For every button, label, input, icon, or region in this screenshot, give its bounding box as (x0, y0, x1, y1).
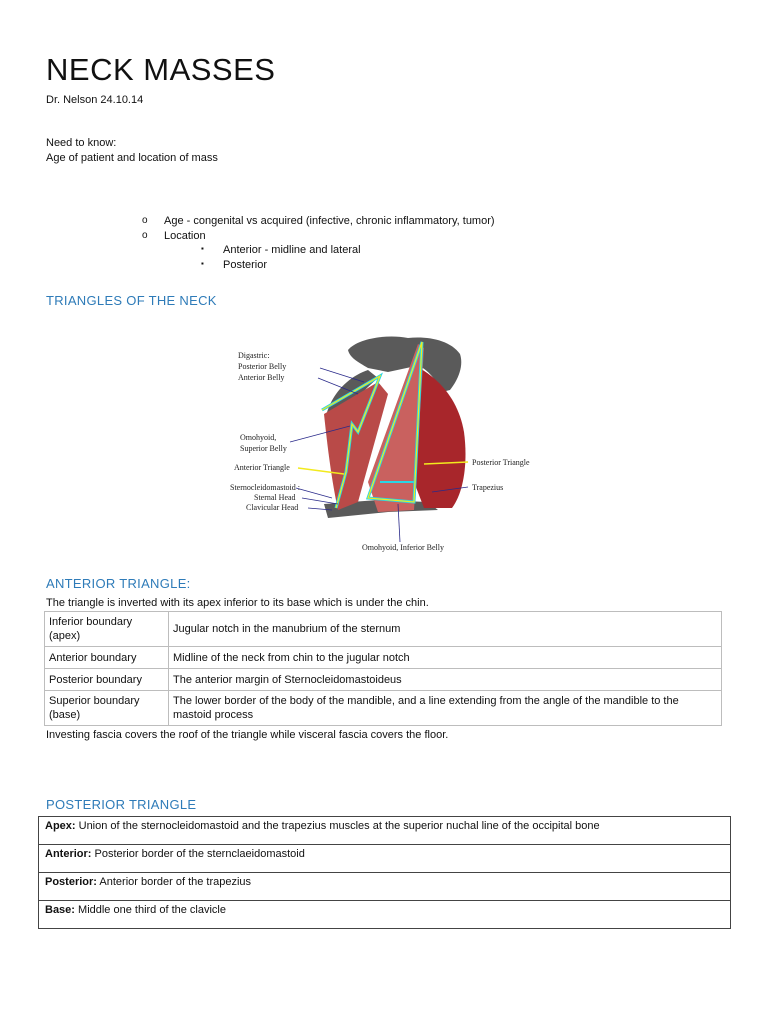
table-row (45, 669, 722, 691)
bullet-item-age: Age - congenital vs acquired (infective, chronic inflammatory, tumor) (164, 215, 495, 227)
need-to-know-block (46, 136, 218, 166)
page-title: NECK MASSES (46, 52, 276, 87)
boundary-description: Midline of the neck from chin to the jugular notch (169, 647, 722, 669)
boundary-description: The lower border of the body of the mandible, and a line extending from the angle of the mandible to the mastoid process (169, 691, 722, 726)
label-clavicular-head: Clavicular Head (246, 503, 299, 512)
row-value: Posterior border of the sternclaeidomastoid (91, 848, 305, 860)
label-posterior-triangle: Posterior Triangle (472, 458, 530, 467)
neck-triangles-figure (228, 332, 544, 558)
row-value: Anterior border of the trapezius (96, 876, 252, 888)
label-anterior-triangle: Anterior Triangle (234, 463, 290, 472)
need-to-know-text: Age of patient and location of mass (46, 152, 218, 164)
row-key: Posterior: (45, 876, 97, 888)
label-omohyoid: Omohyoid, (240, 433, 277, 442)
table-cell (39, 845, 731, 873)
bullet-item-location: Location (164, 230, 206, 242)
table-row (39, 873, 731, 901)
section-heading-posterior: POSTERIOR TRIANGLE (46, 797, 197, 812)
table-row (45, 691, 722, 726)
section-heading-triangles: TRIANGLES OF THE NECK (46, 293, 217, 308)
label-trapezius: Trapezius (472, 483, 504, 492)
anterior-intro: The triangle is inverted with its apex inferior to its base which is under the chin. (46, 597, 429, 609)
bullet-marker: o (142, 230, 148, 241)
table-cell (39, 901, 731, 929)
sub-bullet-marker: ▪ (201, 244, 204, 253)
anterior-footer: Investing fascia covers the roof of the triangle while visceral fascia covers the floor. (46, 729, 449, 741)
table-row (39, 901, 731, 929)
table-row (39, 845, 731, 873)
trapezius-muscle (414, 366, 466, 508)
table-cell (39, 873, 731, 901)
row-key: Base: (45, 904, 75, 916)
boundary-description: The anterior margin of Sternocleidomastoideus (169, 669, 722, 691)
need-to-know-label: Need to know: (46, 137, 117, 149)
label-sternal-head: Sternal Head (254, 493, 296, 502)
table-cell (39, 817, 731, 845)
sub-bullet-anterior: Anterior - midline and lateral (223, 244, 361, 256)
boundary-description: Jugular notch in the manubrium of the sternum (169, 612, 722, 647)
boundary-name: Anterior boundary (45, 647, 169, 669)
label-omohyoid-inferior: Omohyoid, Inferior Belly (362, 543, 444, 552)
label-anterior-belly: Anterior Belly (238, 373, 285, 382)
label-sternocleidomastoid: Sternocleidomastoid : (230, 483, 300, 492)
author-date: Dr. Nelson 24.10.14 (46, 94, 144, 106)
row-key: Anterior: (45, 848, 92, 860)
table-row (45, 612, 722, 647)
row-key: Apex: (45, 820, 76, 832)
table-row (39, 817, 731, 845)
row-value: Union of the sternocleidomastoid and the trapezius muscles at the superior nuchal line of the occipital bone (75, 820, 600, 832)
bullet-marker: o (142, 215, 148, 226)
posterior-triangle-table (38, 816, 731, 929)
table-row (45, 647, 722, 669)
row-value: Middle one third of the clavicle (74, 904, 226, 916)
label-posterior-belly: Posterior Belly (238, 362, 287, 371)
label-digastric: Digastric: (238, 351, 270, 360)
boundary-name: Inferior boundary (apex) (45, 612, 169, 647)
sub-bullet-posterior: Posterior (223, 259, 268, 271)
anterior-triangle-table (44, 611, 722, 726)
sub-bullet-marker: ▪ (201, 259, 204, 268)
boundary-name: Superior boundary (base) (45, 691, 169, 726)
boundary-name: Posterior boundary (45, 669, 169, 691)
label-superior-belly: Superior Belly (240, 444, 287, 453)
section-heading-anterior: ANTERIOR TRIANGLE: (46, 576, 191, 591)
